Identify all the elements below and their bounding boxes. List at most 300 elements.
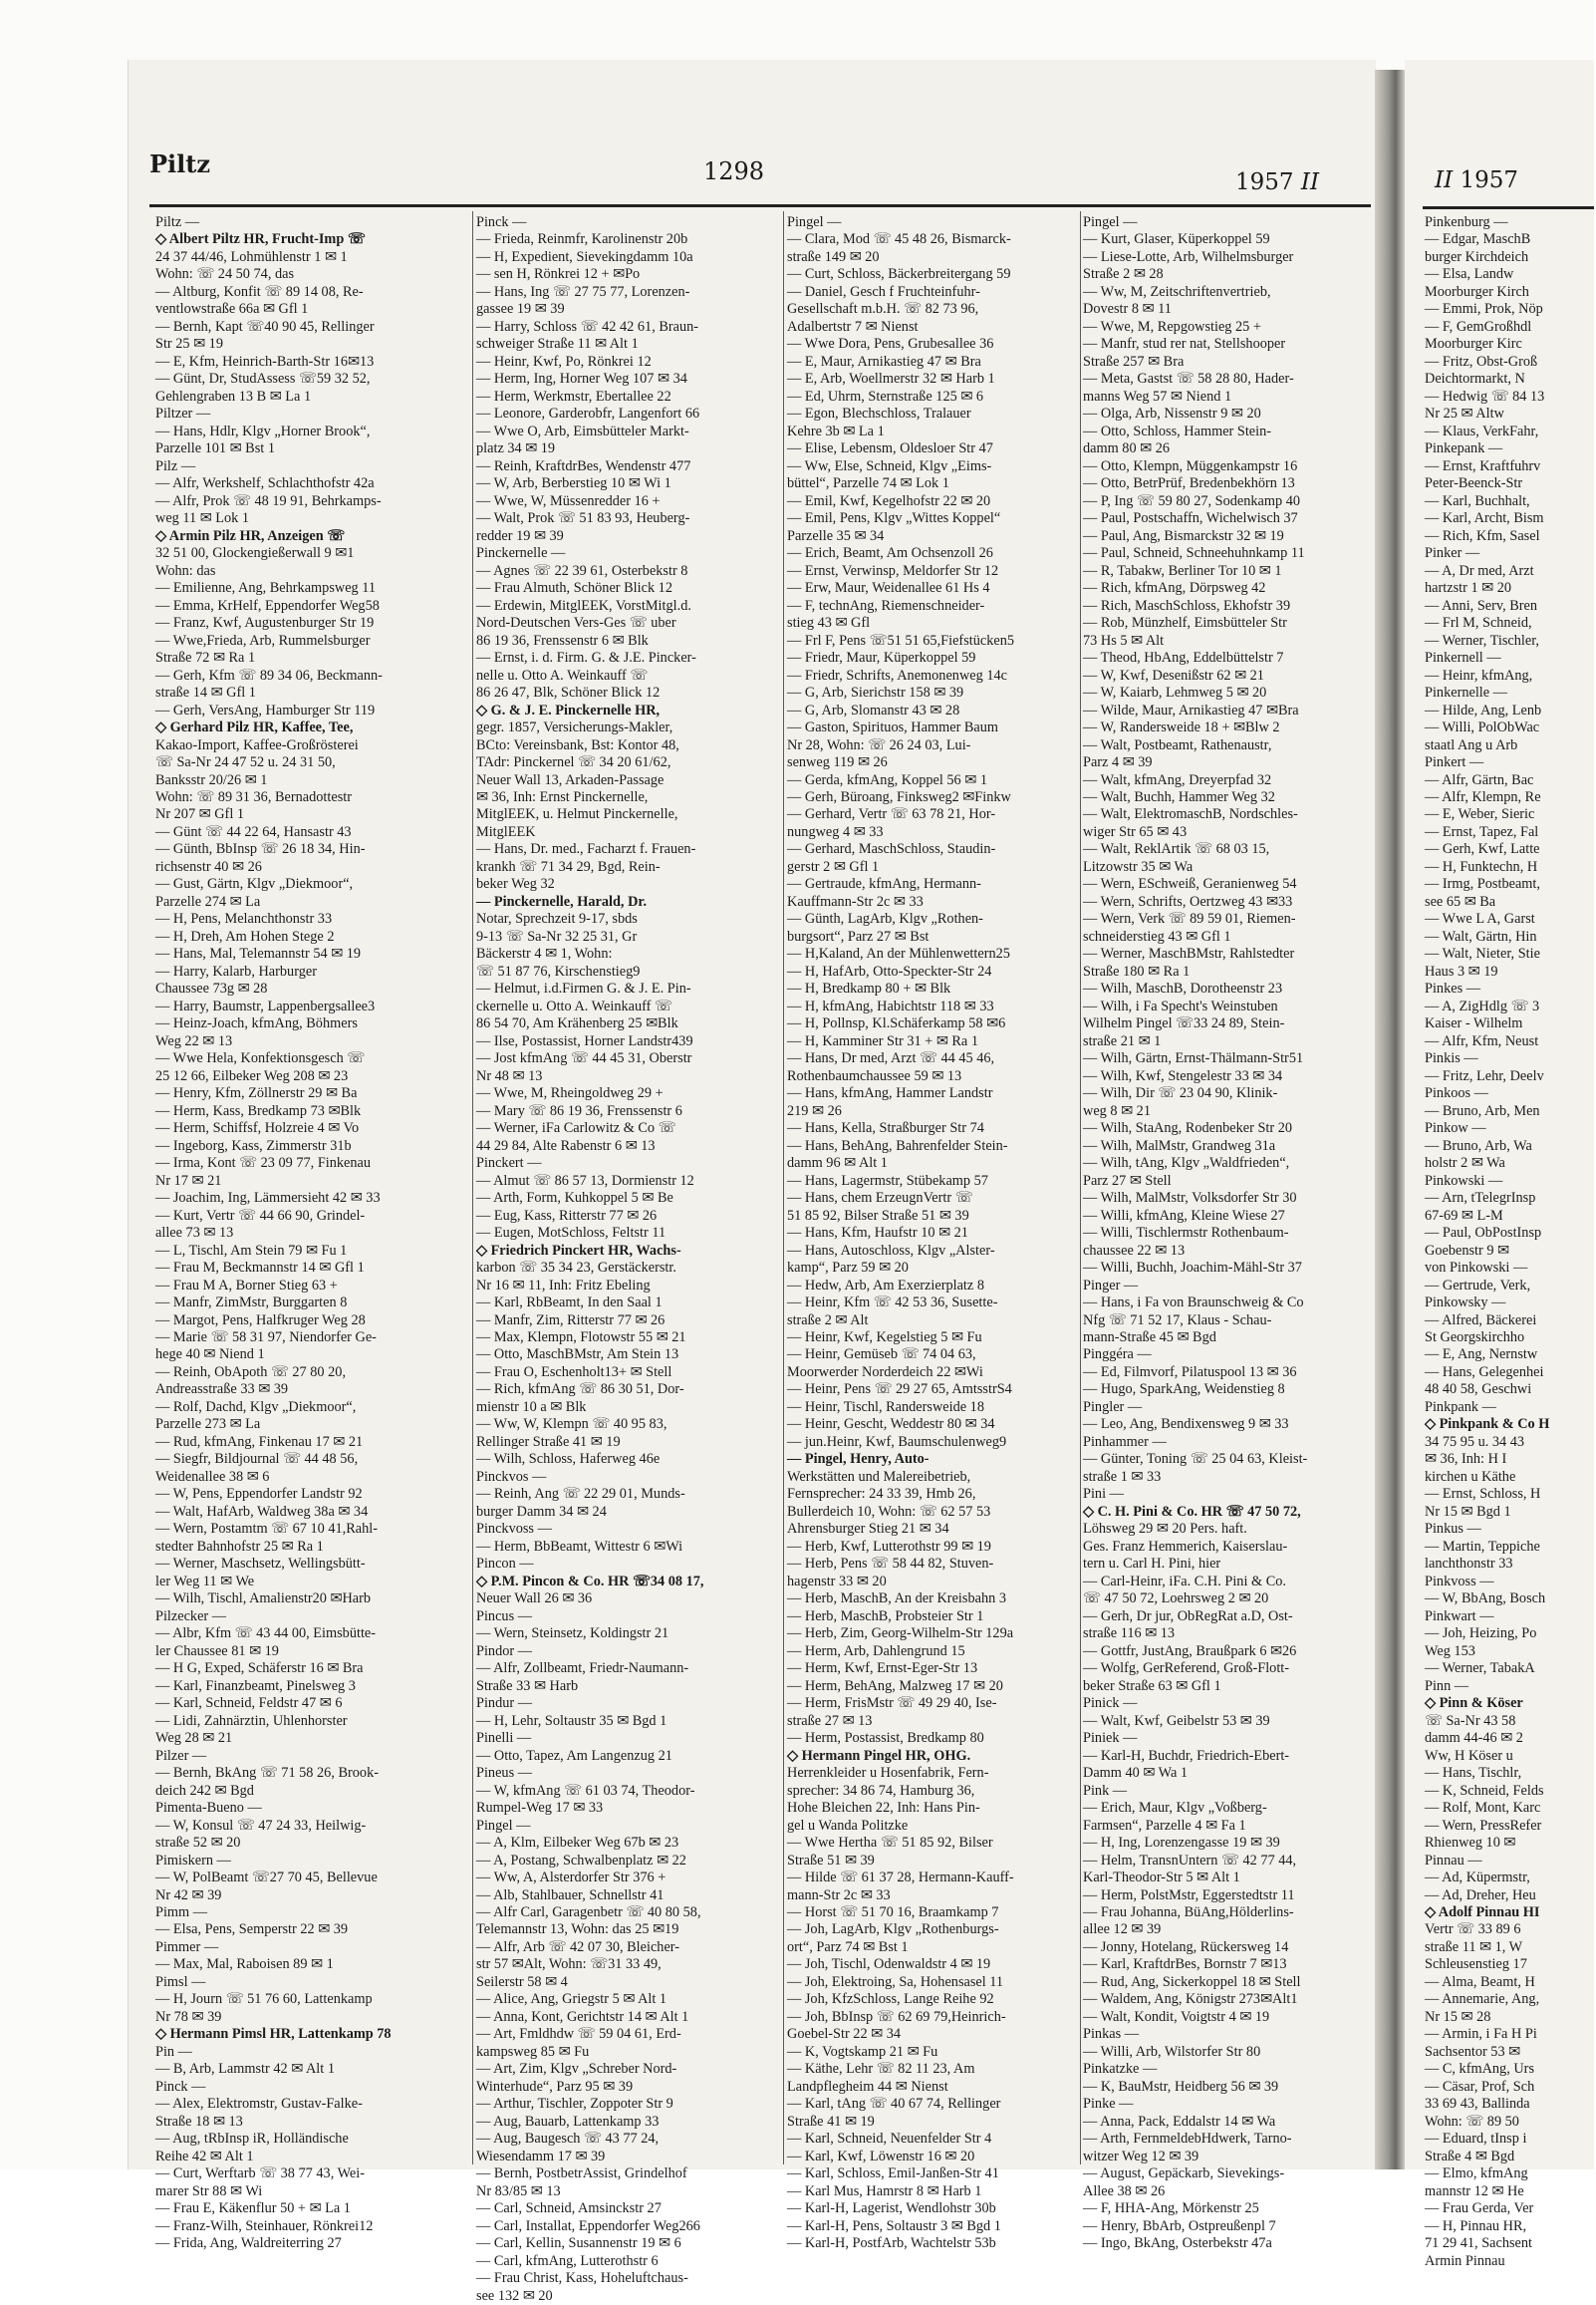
directory-line: allee 73 ✉ 13	[155, 1225, 234, 1242]
directory-line: — Hans, Hdlr, Klgv „Horner Brook“,	[155, 423, 371, 439]
directory-line: Parzelle 273 ✉ La	[155, 1416, 261, 1433]
directory-line: straße 14 ✉ Gfl 1	[155, 685, 256, 702]
directory-line: — Heinr, Gemüseb ☏ 74 04 63,	[787, 1346, 976, 1363]
directory-line: see 65 ✉ Ba	[1425, 893, 1496, 910]
directory-line: 51 85 92, Bilser Straße 51 ✉ 39	[787, 1207, 969, 1224]
directory-line: allee 12 ✉ 39	[1083, 1921, 1162, 1938]
directory-line: Adalbertstr 7 ✉ Nienst	[787, 318, 919, 335]
directory-line: richsenstr 40 ✉ 26	[155, 858, 262, 875]
directory-line: Pilz —	[155, 457, 196, 474]
directory-line: — Frida, Ang, Waldreiterring 27	[155, 2235, 342, 2252]
directory-line: — A, ZigHdlg ☏ 3	[1425, 998, 1540, 1014]
directory-line: senweg 119 ✉ 26	[787, 754, 888, 771]
directory-line: — Frau E, Käkenflur 50 + ✉ La 1	[155, 2200, 351, 2217]
directory-line: Pingel —	[1083, 214, 1138, 230]
running-head-name: Piltz	[149, 149, 210, 178]
directory-line: sprecher: 34 86 74, Hamburg 36,	[787, 1782, 975, 1799]
directory-line: — Otto, Tapez, Am Langenzug 21	[476, 1747, 672, 1764]
directory-line: — L, Tischl, Am Stein 79 ✉ Fu 1	[155, 1242, 348, 1259]
directory-line: ◇ Hermann Pingel HR, OHG.	[787, 1747, 971, 1764]
directory-line: — Karl-H, Buchdr, Friedrich-Ebert-	[1083, 1747, 1290, 1764]
directory-line: — Wilh, StaAng, Rodenbeker Str 20	[1083, 1120, 1293, 1137]
directory-line: Pinkoos —	[1425, 1085, 1488, 1102]
directory-line: Weg 153	[1425, 1642, 1475, 1659]
directory-line: — Alex, Elektromstr, Gustav-Falke-	[155, 2096, 363, 2113]
directory-line: Nr 15 ✉ Bgd 1	[1425, 1503, 1511, 1520]
directory-line: — Wwe Hertha ☏ 51 85 92, Bilser	[787, 1835, 993, 1852]
directory-line: — Herm, Kwf, Ernst-Eger-Str 13	[787, 1660, 978, 1677]
directory-line: — Paul, Schneid, Schneehuhnkamp 11	[1083, 545, 1305, 562]
directory-line: — H, Lehr, Soltaustr 35 ✉ Bgd 1	[476, 1712, 667, 1729]
directory-line: — Wilh, MaschB, Dorotheenstr 23	[1083, 981, 1283, 998]
directory-line: — Ed, Filmvorf, Pilatuspool 13 ✉ 36	[1083, 1363, 1297, 1380]
directory-line: Pingler —	[1083, 1398, 1143, 1415]
directory-line: — Emil, Pens, Klgv „Wittes Koppel“	[787, 510, 1001, 527]
directory-line: — Manfr, ZimMstr, Burggarten 8	[155, 1295, 348, 1311]
directory-line: Pimsl —	[155, 1973, 206, 1990]
directory-line: — Wilde, Maur, Arnikastieg 47 ✉Bra	[1083, 702, 1299, 719]
directory-line: Pinkvoss —	[1425, 1573, 1494, 1589]
directory-line: Sachsentor 53 ✉	[1425, 2043, 1521, 2060]
directory-column-4	[1083, 214, 1367, 2252]
directory-line: — Ingeborg, Kass, Zimmerstr 31b	[155, 1137, 352, 1154]
directory-line: — Alfr, Zollbeamt, Friedr-Naumann-	[476, 1660, 689, 1677]
directory-line: Gehlengraben 13 B ✉ La 1	[155, 388, 312, 405]
directory-line: — W, Kwf, Desenißstr 62 ✉ 21	[1083, 667, 1264, 684]
directory-line: gerstr 2 ✉ Gfl 1	[787, 858, 880, 875]
directory-line: — Günth, LagArb, Klgv „Rothen-	[787, 911, 983, 928]
directory-line: — Herm, PolstMstr, Eggerstedtstr 11	[1083, 1886, 1295, 1903]
directory-line: Weidenallee 38 ✉ 6	[155, 1468, 270, 1485]
directory-line: Peter-Beenck-Str	[1425, 475, 1523, 492]
directory-line: 86 19 36, Frenssenstr 6 ✉ Blk	[476, 632, 649, 649]
directory-line: — Max, Mal, Raboisen 89 ✉ 1	[155, 1956, 334, 1973]
directory-line: ☏ Sa-Nr 24 47 52 u. 24 31 50,	[155, 754, 336, 771]
directory-line: 9-13 ☏ Sa-Nr 32 25 31, Gr	[476, 928, 638, 945]
directory-line: — Willi, Arb, Wilstorfer Str 80	[1083, 2043, 1261, 2060]
directory-line: — Hans, i Fa von Braunschweig & Co	[1083, 1295, 1304, 1311]
directory-line: Banksstr 20/26 ✉ 1	[155, 771, 268, 788]
directory-line: — Kurt, Glaser, Küperkoppel 59	[1083, 231, 1270, 248]
directory-line: — Wwe O, Arb, Eimsbütteler Markt-	[476, 423, 689, 439]
directory-line: — H,Kaland, An der Mühlenwettern25	[787, 946, 1010, 963]
directory-line: — Ernst, Verwinsp, Meldorfer Str 12	[787, 562, 999, 579]
directory-line: ◇ Gerhard Pilz HR, Kaffee, Tee,	[155, 720, 354, 736]
directory-line: — Heinz-Joach, kfmAng, Böhmers	[155, 1015, 358, 1032]
directory-line: weg 8 ✉ 21	[1083, 1102, 1151, 1119]
directory-line: 33 69 43, Ballinda	[1425, 2096, 1530, 2113]
directory-line: redder 19 ✉ 39	[476, 527, 564, 544]
directory-line: ckernelle u. Otto A. Weinkauff ☏	[476, 998, 672, 1014]
directory-line: ◇ C. H. Pini & Co. HR ☏ 47 50 72,	[1083, 1503, 1301, 1520]
directory-line: — Carl, Kellin, Susannenstr 19 ✉ 6	[476, 2235, 681, 2252]
directory-line: — Frau O, Eschenholt13+ ✉ Stell	[476, 1363, 672, 1380]
directory-line: Pinkert —	[1425, 754, 1484, 771]
directory-line: platz 34 ✉ 19	[476, 440, 556, 457]
directory-line: Karl-Theodor-Str 5 ✉ Alt 1	[1083, 1870, 1240, 1886]
directory-line: kampsweg 85 ✉ Fu	[476, 2043, 590, 2060]
directory-line: — Günth, BbInsp ☏ 26 18 34, Hin-	[155, 841, 366, 858]
directory-line: Straße 2 ✉ 28	[1083, 266, 1164, 283]
directory-line: nungweg 4 ✉ 33	[787, 823, 884, 840]
directory-line: MitglEEK	[476, 823, 536, 840]
directory-line: — Rud, kfmAng, Finkenau 17 ✉ 21	[155, 1433, 364, 1450]
directory-line: — Wwe L A, Garst	[1425, 911, 1535, 928]
directory-line: — Arthur, Tischler, Zoppoter Str 9	[476, 2096, 673, 2113]
directory-line: hege 40 ✉ Niend 1	[155, 1346, 265, 1363]
directory-line: 71 29 41, Sachsent	[1425, 2235, 1533, 2252]
directory-line: Ww, H Köser u	[1425, 1747, 1513, 1764]
directory-line: — Heinr, Kwf, Kegelstieg 5 ✉ Fu	[787, 1329, 982, 1345]
directory-line: — Hans, Lagermstr, Stübekamp 57	[787, 1172, 988, 1189]
directory-line: — Alfr, Kfm, Neust	[1425, 1032, 1539, 1049]
directory-line: Weg 28 ✉ 21	[155, 1730, 233, 1747]
directory-line: — Karl, Archt, Bism	[1425, 510, 1544, 527]
directory-line: — Frau M, Beckmannstr 14 ✉ Gfl 1	[155, 1260, 365, 1277]
directory-line: — Irma, Kont ☏ 23 09 77, Finkenau	[155, 1155, 372, 1172]
directory-line: ◇ Hermann Pimsl HR, Lattenkamp 78	[155, 2026, 392, 2043]
directory-line: — Meta, Gastst ☏ 58 28 80, Hader-	[1083, 371, 1294, 388]
directory-line: Allee 38 ✉ 26	[1083, 2182, 1166, 2199]
directory-line: — Walt, HafArb, Waldweg 38a ✉ 34	[155, 1503, 369, 1520]
directory-line: — Wilh, MalMstr, Grandweg 31a	[1083, 1137, 1276, 1154]
directory-line: — W, Pens, Eppendorfer Landstr 92	[155, 1486, 363, 1503]
directory-line: — Herm, Kass, Bredkamp 73 ✉Blk	[155, 1102, 362, 1119]
directory-line: — Hugo, SparkAng, Weidenstieg 8	[1083, 1381, 1285, 1398]
directory-line: — Ad, Küpermstr,	[1425, 1870, 1530, 1886]
directory-line: Piltzer —	[155, 406, 211, 423]
directory-line: — Günter, Toning ☏ 25 04 63, Kleist-	[1083, 1451, 1308, 1468]
directory-line: — Jonny, Hotelang, Rückersweg 14	[1083, 1938, 1289, 1955]
directory-line: — H, Pinnau HR,	[1425, 2217, 1527, 2234]
directory-line: — Wilh, i Fa Specht's Weinstuben	[1083, 998, 1278, 1014]
directory-line: — Clara, Mod ☏ 45 48 26, Bismarck-	[787, 231, 1011, 248]
directory-line: Straße 72 ✉ Ra 1	[155, 650, 256, 667]
directory-line: — Anni, Serv, Bren	[1425, 597, 1538, 614]
directory-line: Pineus —	[476, 1765, 533, 1782]
directory-line: — Gerh, VersAng, Hamburger Str 119	[155, 702, 376, 719]
directory-line: — Ad, Dreher, Heu	[1425, 1886, 1536, 1903]
directory-line: — Wern, Postamtm ☏ 67 10 41,Rahl-	[155, 1521, 378, 1538]
directory-line: — Wern, ESchweiß, Geranienweg 54	[1083, 876, 1297, 893]
directory-line: — P, Ing ☏ 59 80 27, Sodenkamp 40	[1083, 492, 1301, 509]
directory-line: — Alfr, Arb ☏ 42 07 30, Bleicher-	[476, 1938, 680, 1955]
directory-line: — Rud, Ang, Sickerkoppel 18 ✉ Stell	[1083, 1973, 1301, 1990]
directory-line: — Wilh, Schloss, Haferweg 46e	[476, 1451, 661, 1468]
directory-line: Telemannstr 13, Wohn: das 25 ✉19	[476, 1921, 679, 1938]
directory-line: — Gust, Gärtn, Klgv „Diekmoor“,	[155, 876, 354, 893]
directory-line: stedter Bahnhofstr 25 ✉ Ra 1	[155, 1538, 324, 1555]
directory-line: Pimmer —	[155, 1938, 219, 1955]
directory-line: 86 26 47, Blk, Schöner Blick 12	[476, 685, 661, 702]
directory-line: Nr 42 ✉ 39	[155, 1886, 222, 1903]
directory-line: — Otto, MaschBMstr, Am Stein 13	[476, 1346, 679, 1363]
directory-line: — B, Arb, Lammstr 42 ✉ Alt 1	[155, 2061, 335, 2078]
directory-line: — August, Gepäckarb, Sievekings-	[1083, 2165, 1285, 2182]
directory-line: Pimenta-Bueno —	[155, 1800, 262, 1817]
page-fold	[1375, 70, 1405, 2169]
directory-line: — Karl Mus, Hamrstr 8 ✉ Harb 1	[787, 2182, 982, 2199]
directory-line: — Elmo, kfmAng	[1425, 2165, 1528, 2182]
directory-line: Pinkowsky —	[1425, 1295, 1506, 1311]
directory-line: Moorburger Kirch	[1425, 283, 1529, 300]
directory-line: Nr 83/85 ✉ 13	[476, 2182, 561, 2199]
directory-line: — Carl, kfmAng, Lutterothstr 6	[476, 2252, 659, 2269]
directory-line: staatl Ang u Arb	[1425, 736, 1518, 753]
directory-line: — E, Kfm, Heinrich-Barth-Str 16✉13	[155, 353, 375, 370]
directory-line: Damm 40 ✉ Wa 1	[1083, 1765, 1189, 1782]
directory-line: Pinnau —	[1425, 1852, 1482, 1869]
directory-line: Rhienweg 10 ✉	[1425, 1835, 1516, 1852]
directory-line: Nord-Deutschen Vers-Ges ☏ uber	[476, 615, 676, 632]
directory-line: Haus 3 ✉ 19	[1425, 963, 1498, 980]
directory-line: — Aug, tRbInsp iR, Holländische	[155, 2131, 349, 2148]
directory-line: Wohn: ☏ 89 31 36, Bernadottestr	[155, 788, 353, 805]
directory-line: Pinkis —	[1425, 1050, 1478, 1067]
directory-line: — Walt, ElektromaschB, Nordschles-	[1083, 806, 1298, 823]
directory-column-1	[155, 214, 474, 2252]
directory-line: schweiger Straße 11 ✉ Alt 1	[476, 336, 639, 353]
directory-line: — Wwe, M, Rheingoldweg 29 +	[476, 1085, 664, 1102]
directory-line: Rellinger Straße 41 ✉ 19	[476, 1433, 621, 1450]
directory-line: 73 Hs 5 ✉ Alt	[1083, 632, 1165, 649]
directory-line: — Wwe,Frieda, Arb, Rummelsburger	[155, 632, 371, 649]
directory-line: Pinelli —	[476, 1730, 532, 1747]
directory-line: kirchen u Käthe	[1425, 1468, 1516, 1485]
directory-line: — Reinh, KraftdrBes, Wendenstr 477	[476, 457, 691, 474]
directory-line: — Hans, Dr. med., Facharzt f. Frauen-	[476, 841, 696, 858]
directory-line: — Rolf, Mont, Karc	[1425, 1800, 1541, 1817]
directory-line: — Walt, Kwf, Geibelstr 53 ✉ 39	[1083, 1712, 1270, 1729]
directory-line: — Franz, Kwf, Augustenburger Str 19	[155, 615, 375, 632]
directory-line: 24 37 44/46, Lohmühlenstr 1 ✉ 1	[155, 248, 348, 265]
directory-line: Pinkow —	[1425, 1120, 1486, 1137]
directory-line: — H, Ing, Lorenzengasse 19 ✉ 39	[1083, 1835, 1280, 1852]
directory-line: — Werner, Maschsetz, Wellingsbütt-	[155, 1556, 366, 1573]
directory-line: — sen H, Rönkrei 12 + ✉Po	[476, 266, 641, 283]
directory-line: Pingel —	[476, 1817, 531, 1834]
directory-line: — Wern, Schrifts, Oertzweg 43 ✉33	[1083, 893, 1293, 910]
directory-line: — Paul, Postschaffn, Wichelwisch 37	[1083, 510, 1298, 527]
directory-line: Vertr ☏ 33 89 6	[1425, 1921, 1521, 1938]
directory-line: — H, Pollnsp, Kl.Schäferkamp 58 ✉6	[787, 1015, 1006, 1032]
directory-line: Pini —	[1083, 1486, 1124, 1503]
directory-line: — Alfr, Werkshelf, Schlachthofstr 42a	[155, 475, 375, 492]
directory-line: ◇ Friedrich Pinckert HR, Wachs-	[476, 1242, 681, 1259]
directory-line: — Heinr, Tischl, Randersweide 18	[787, 1398, 984, 1415]
directory-line: — Wwe Hela, Konfektionsgesch ☏	[155, 1050, 366, 1067]
directory-line: Pinkowski —	[1425, 1172, 1503, 1189]
directory-line: — Emmi, Prok, Nöp	[1425, 301, 1543, 318]
directory-line: — Bernh, PostbetrAssist, Grindelhof	[476, 2165, 687, 2182]
directory-line: straße 2 ✉ Alt	[787, 1311, 869, 1328]
directory-line: Nr 25 ✉ Altw	[1425, 406, 1504, 423]
directory-line: — Erich, Maur, Klgv „Voßberg-	[1083, 1800, 1267, 1817]
directory-line: — Ed, Uhrm, Sternstraße 125 ✉ 6	[787, 388, 984, 405]
directory-line: — Willi, Buchh, Joachim-Mähl-Str 37	[1083, 1260, 1302, 1277]
directory-line: MitglEEK, u. Helmut Pinckernelle,	[476, 806, 678, 823]
directory-line: — Helm, TransnUntern ☏ 42 77 44,	[1083, 1852, 1297, 1869]
directory-line: — Willi, PolObWac	[1425, 720, 1540, 736]
directory-line: — Walt, Gärtn, Hin	[1425, 928, 1537, 945]
directory-line: — Helmut, i.d.Firmen G. & J. E. Pin-	[476, 981, 691, 998]
directory-line: 86 54 70, Am Krähenberg 25 ✉Blk	[476, 1015, 678, 1032]
directory-line: — Karl, Schneid, Feldstr 47 ✉ 6	[155, 1695, 343, 1712]
directory-line: — Otto, BetrPrüf, Bredenbekhörn 13	[1083, 475, 1295, 492]
directory-line: — Hilde, Ang, Lenb	[1425, 702, 1542, 719]
directory-line: Pinckert —	[476, 1155, 542, 1172]
directory-line: straße 27 ✉ 13	[787, 1712, 873, 1729]
directory-line: — Theod, HbAng, Eddelbüttelstr 7	[1083, 650, 1284, 667]
directory-line: — Karl, Kwf, Löwenstr 16 ✉ 20	[787, 2148, 975, 2164]
directory-line: — K, BauMstr, Heidberg 56 ✉ 39	[1083, 2078, 1279, 2095]
directory-line: — Günt, Dr, StudAssess ☏59 32 52,	[155, 371, 371, 388]
directory-line: — Joh, Heizing, Po	[1425, 1625, 1537, 1642]
facing-page-column	[1425, 214, 1596, 2269]
directory-line: — Heinr, Pens ☏ 29 27 65, AmtsstrS4	[787, 1381, 1012, 1398]
directory-line: — Albr, Kfm ☏ 43 44 00, Eimsbütte-	[155, 1625, 377, 1642]
directory-line: Straße 51 ✉ 39	[787, 1852, 875, 1869]
directory-line: — Almut ☏ 86 57 13, Dormienstr 12	[476, 1172, 694, 1189]
directory-line: — Willi, Tischlermstr Rothenbaum-	[1083, 1225, 1289, 1242]
directory-line: damm 96 ✉ Alt 1	[787, 1155, 888, 1172]
directory-line: — Willi, kfmAng, Kleine Wiese 27	[1083, 1207, 1285, 1224]
directory-line: — Frl F, Pens ☏51 51 65,Fiefstücken5	[787, 632, 1015, 649]
directory-line: — Herb, MaschB, An der Kreisbahn 3	[787, 1590, 1006, 1607]
directory-line: — Franz-Wilh, Steinhauer, Rönkrei12	[155, 2217, 374, 2234]
directory-line: — Ernst, Kraftfuhrv	[1425, 457, 1541, 474]
directory-line: Farmsen“, Parzelle 4 ✉ Fa 1	[1083, 1817, 1246, 1834]
directory-line: Bäckerstr 4 ✉ 1, Wohn:	[476, 946, 613, 963]
directory-line: Chaussee 73g ✉ 28	[155, 981, 268, 998]
directory-line: Parzelle 274 ✉ La	[155, 893, 261, 910]
directory-line: Werkstätten und Malereibetrieb,	[787, 1468, 971, 1485]
page-number: 1298	[703, 157, 765, 185]
directory-line: — Karl, KraftdrBes, Bornstr 7 ✉13	[1083, 1956, 1287, 1973]
directory-line: — W, Konsul ☏ 47 24 33, Heilwig-	[155, 1817, 367, 1834]
directory-line: — Friedr, Maur, Küperkoppel 59	[787, 650, 976, 667]
directory-line: Nfg ☏ 71 52 17, Klaus - Schau-	[1083, 1311, 1272, 1328]
directory-line: — Werner, MaschBMstr, Rahlstedter	[1083, 946, 1295, 963]
directory-line: — Carl, Installat, Eppendorfer Weg266	[476, 2217, 700, 2234]
directory-line: — Gerh, Dr jur, ObRegRat a.D, Ost-	[1083, 1607, 1293, 1624]
directory-line: — Henry, BbArb, Ostpreußenpl 7	[1083, 2217, 1276, 2234]
directory-line: — Herm, FrisMstr ☏ 49 29 40, Ise-	[787, 1695, 997, 1712]
directory-line: Nr 48 ✉ 13	[476, 1067, 543, 1084]
directory-line: — Hedwig ☏ 84 13	[1425, 388, 1545, 405]
directory-line: Wilhelm Pingel ☏33 24 89, Stein-	[1083, 1015, 1285, 1032]
directory-line: burger Kirchdeich	[1425, 248, 1529, 265]
directory-line: Gesellschaft m.b.H. ☏ 82 73 96,	[787, 301, 979, 318]
directory-line: — Ilse, Postassist, Horner Landstr439	[476, 1032, 693, 1049]
directory-line: — Käthe, Lehr ☏ 82 11 23, Am	[787, 2061, 975, 2078]
directory-line: Pinhammer —	[1083, 1433, 1167, 1450]
directory-line: ✉ 36, Inh: H I	[1425, 1451, 1507, 1468]
directory-line: Ahrensburger Stieg 21 ✉ 34	[787, 1521, 949, 1538]
directory-line: Pilzer —	[155, 1747, 207, 1764]
directory-line: — Paul, ObPostInsp	[1425, 1225, 1542, 1242]
directory-line: ◇ Adolf Pinnau HI	[1425, 1903, 1540, 1920]
directory-line: — H G, Exped, Schäferstr 16 ✉ Bra	[155, 1660, 364, 1677]
directory-line: — Alfr, Gärtn, Bac	[1425, 771, 1534, 788]
directory-line: — G, Arb, Slomanstr 43 ✉ 28	[787, 702, 960, 719]
directory-line: 34 75 95 u. 34 43	[1425, 1433, 1525, 1450]
directory-line: — Joh, BbInsp ☏ 62 69 79,Heinrich-	[787, 2008, 1006, 2025]
directory-line: Pinick —	[1083, 1695, 1138, 1712]
directory-line: — Herm, Arb, Dahlengrund 15	[787, 1642, 965, 1659]
directory-line: — Hans, kfmAng, Hammer Landstr	[787, 1085, 993, 1102]
directory-line: — Karl, tAng ☏ 40 67 74, Rellinger	[787, 2096, 1001, 2113]
directory-line: — H, HafArb, Otto-Speckter-Str 24	[787, 963, 992, 980]
directory-line: Pinger —	[1083, 1277, 1139, 1294]
directory-line: — Jost kfmAng ☏ 44 45 31, Oberstr	[476, 1050, 692, 1067]
directory-line: — H, Kamminer Str 31 + ✉ Ra 1	[787, 1032, 978, 1049]
directory-line: ◇ G. & J. E. Pinckernelle HR,	[476, 702, 661, 719]
directory-line: — Joh, LagArb, Klgv „Rothenburgs-	[787, 1921, 999, 1938]
directory-line: Seilerstr 58 ✉ 4	[476, 1973, 568, 1990]
directory-line: see 132 ✉ 20	[476, 2287, 553, 2304]
directory-line: Schleusenstieg 17	[1425, 1956, 1527, 1973]
directory-line: — Frieda, Reinmfr, Karolinenstr 20b	[476, 231, 688, 248]
directory-line: Wohn: das	[155, 562, 216, 579]
directory-line: — Leonore, Garderobfr, Langenfort 66	[476, 406, 700, 423]
directory-line: — Cäsar, Prof, Sch	[1425, 2078, 1535, 2095]
directory-line: stieg 43 ✉ Gfl	[787, 615, 871, 632]
directory-line: — Walt, kfmAng, Dreyerpfad 32	[1083, 771, 1272, 788]
directory-line: — Joachim, Ing, Lämmersieht 42 ✉ 33	[155, 1190, 381, 1207]
directory-line: — Frau Almuth, Schöner Blick 12	[476, 580, 672, 597]
directory-line: Wohn: ☏ 89 50	[1425, 2113, 1519, 2130]
directory-line: ◇ Pinkpank & Co H	[1425, 1416, 1550, 1433]
directory-line: — Herb, MaschB, Probsteier Str 1	[787, 1607, 984, 1624]
directory-line: — Hans, Gelegenhei	[1425, 1363, 1544, 1380]
directory-line: Parzelle 35 ✉ 34	[787, 527, 885, 544]
directory-line: Nr 16 ✉ 11, Inh: Fritz Ebeling	[476, 1277, 651, 1294]
directory-line: — Frau Gerda, Ver	[1425, 2200, 1534, 2217]
directory-line: — Leo, Ang, Bendixensweg 9 ✉ 33	[1083, 1416, 1289, 1433]
directory-line: — Siegfr, Bildjournal ☏ 44 48 56,	[155, 1451, 359, 1468]
directory-line: — Wern, PressRefer	[1425, 1817, 1542, 1834]
directory-line: — Egon, Blechschloss, Tralauer	[787, 406, 971, 423]
directory-line: Herrenkleider u Hosenfabrik, Fern-	[787, 1765, 989, 1782]
directory-line: — Harry, Baumstr, Lappenbergsallee3	[155, 998, 376, 1014]
directory-line: — Herb, Zim, Georg-Wilhelm-Str 129a	[787, 1625, 1014, 1642]
directory-line: — Herb, Pens ☏ 58 44 82, Stuven-	[787, 1556, 994, 1573]
directory-line: — Kurt, Vertr ☏ 44 66 90, Grindel-	[155, 1207, 366, 1224]
directory-line: — Bruno, Arb, Men	[1425, 1102, 1540, 1119]
directory-line: Straße 257 ✉ Bra	[1083, 353, 1185, 370]
directory-line: — G, Arb, Sierichstr 158 ✉ 39	[787, 685, 964, 702]
directory-line: — Altburg, Konfit ☏ 89 14 08, Re-	[155, 283, 364, 300]
directory-line: — Martin, Teppiche	[1425, 1538, 1540, 1555]
directory-line: — Eduard, tInsp i	[1425, 2131, 1527, 2148]
directory-line: Pin —	[155, 2043, 192, 2060]
directory-line: karbon ☏ 35 34 23, Gerstäckerstr.	[476, 1260, 676, 1277]
directory-line: — A, Postang, Schwalbenplatz ✉ 22	[476, 1852, 686, 1869]
directory-line: ventlowstraße 66a ✉ Gfl 1	[155, 301, 309, 318]
directory-line: — Friedr, Schrifts, Anemonenweg 14c	[787, 667, 1007, 684]
directory-line: Pinkus —	[1425, 1521, 1481, 1538]
directory-line: Wohn: ☏ 24 50 74, das	[155, 266, 295, 283]
directory-line: Straße 4 ✉ Bgd	[1425, 2148, 1515, 2164]
directory-line: — Wilh, Kwf, Stengelestr 33 ✉ 34	[1083, 1067, 1283, 1084]
directory-line: — F, GemGroßhdl	[1425, 318, 1532, 335]
directory-line: gassee 19 ✉ 39	[476, 301, 565, 318]
directory-line: 219 ✉ 26	[787, 1102, 842, 1119]
directory-line: — Walt, Prok ☏ 51 83 93, Heuberg-	[476, 510, 690, 527]
directory-line: krankh ☏ 71 34 29, Bgd, Rein-	[476, 858, 661, 875]
directory-line: — Frl M, Schneid,	[1425, 615, 1532, 632]
